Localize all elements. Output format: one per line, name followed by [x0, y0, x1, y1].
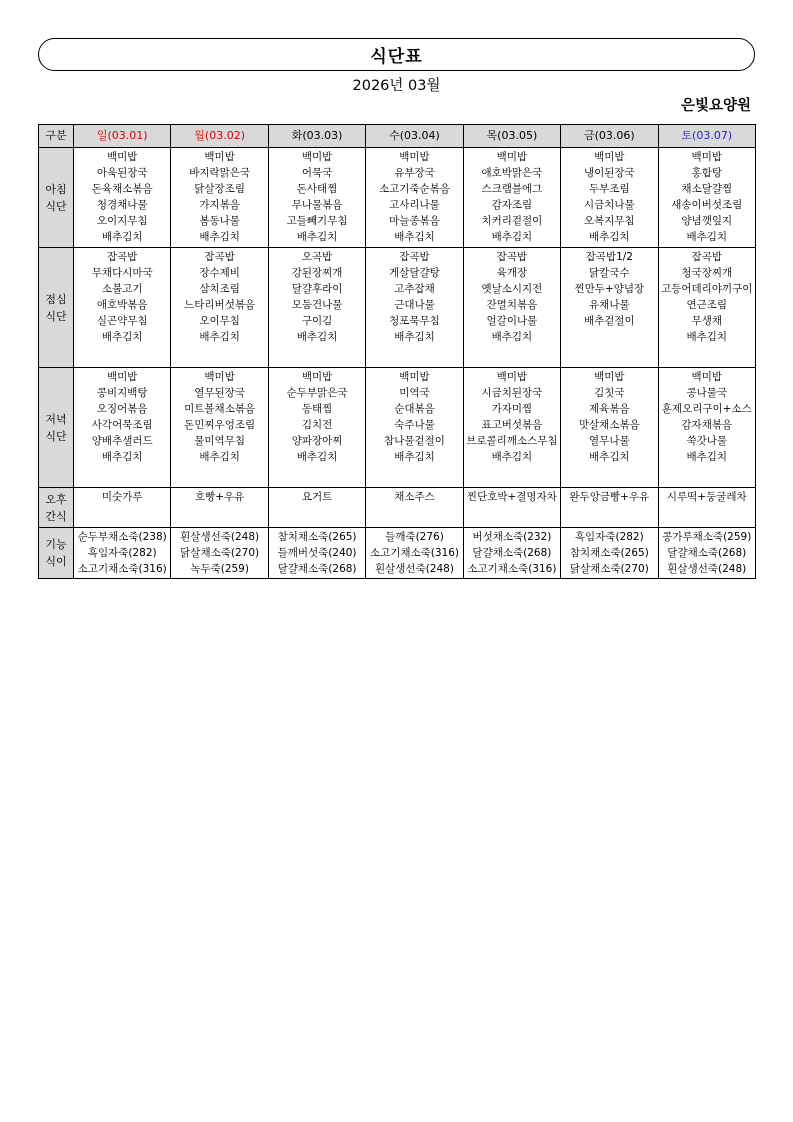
- menu-item: 백미밥: [106, 151, 138, 163]
- day-header: 월(03.02): [171, 125, 268, 148]
- menu-item: 돈육채소볶음: [91, 183, 153, 195]
- menu-item: 흰살생선죽(248): [180, 531, 260, 543]
- menu-cell: [463, 368, 560, 488]
- menu-item: 배추김치: [101, 331, 143, 343]
- menu-item: 육개장: [496, 267, 528, 279]
- menu-item: 마늘종볶음: [389, 215, 440, 227]
- menu-cell: [74, 248, 171, 368]
- menu-item: 새송이버섯조림: [671, 199, 743, 211]
- menu-item: 흑임자죽(282): [574, 531, 644, 543]
- menu-item: 표고버섯볶음: [481, 419, 543, 431]
- menu-item: 실곤약무침: [96, 315, 148, 327]
- meal-row-snack: [39, 488, 756, 528]
- menu-item: 무채다시마국: [91, 267, 153, 279]
- menu-item: 백미밥: [691, 371, 722, 383]
- meal-row-functional: [39, 528, 756, 579]
- menu-item: 고들빼기무침: [286, 215, 348, 227]
- menu-item: 홍합탕: [691, 167, 722, 179]
- menu-item: 삼치조림: [199, 283, 240, 295]
- menu-item: 물미역무침: [194, 435, 245, 447]
- menu-item: 시금치된장국: [481, 387, 543, 399]
- menu-item: 채소달걀찜: [681, 183, 733, 195]
- menu-item: 찐단호박+결명자차: [466, 491, 557, 503]
- menu-item: 고등어데리야끼구이: [661, 283, 753, 295]
- menu-item: 돈민찌우엉조림: [184, 419, 256, 431]
- menu-item: 콩비지백탕: [96, 387, 148, 399]
- menu-cell: [74, 368, 171, 488]
- menu-item: 근대나물: [394, 299, 435, 311]
- menu-item: 냉이된장국: [583, 167, 635, 179]
- menu-item: 청포묵무침: [389, 315, 440, 327]
- menu-cell: [463, 248, 560, 368]
- menu-item: 아욱된장국: [96, 167, 148, 179]
- menu-cell: [658, 148, 755, 248]
- menu-item: 채소주스: [394, 491, 435, 503]
- menu-cell: [658, 368, 755, 488]
- menu-cell: [171, 488, 268, 528]
- row-label: 점심 식단: [39, 248, 74, 368]
- menu-item: 스크램블에그: [481, 183, 543, 195]
- menu-cell: [268, 148, 365, 248]
- menu-item: 가지볶음: [199, 199, 240, 211]
- day-header: 일(03.01): [74, 125, 171, 148]
- menu-cell: [74, 488, 171, 528]
- menu-item: 바지락맑은국: [189, 167, 251, 179]
- menu-item: 달걀채소죽(268): [277, 563, 357, 575]
- menu-item: 흑임자죽(282): [87, 547, 157, 559]
- row-label: 아침 식단: [39, 148, 74, 248]
- menu-item: 콩가루채소죽(259): [662, 531, 752, 543]
- menu-item: 백미밥: [594, 371, 625, 383]
- menu-item: 배추김치: [101, 451, 143, 463]
- menu-item: 오복지무침: [583, 215, 635, 227]
- meal-plan-table: [38, 124, 756, 579]
- menu-item: 돈사태찜: [296, 183, 338, 195]
- menu-cell: [561, 488, 658, 528]
- menu-item: 오이지무침: [96, 215, 148, 227]
- menu-cell: [268, 488, 365, 528]
- menu-item: 배추김치: [199, 331, 240, 343]
- menu-item: 백미밥: [496, 151, 528, 163]
- menu-item: 콩나물국: [686, 387, 728, 399]
- day-header: 화(03.03): [268, 125, 365, 148]
- menu-item: 모둠건나물: [291, 299, 343, 311]
- menu-cell: [171, 368, 268, 488]
- menu-item: 훈제오리구이+소스: [661, 403, 752, 415]
- menu-item: 참나물겉절이: [384, 435, 445, 447]
- menu-item: 치커리겉절이: [481, 215, 543, 227]
- menu-item: 어묵국: [301, 167, 333, 179]
- menu-item: 백미밥: [301, 151, 333, 163]
- menu-cell: [74, 148, 171, 248]
- menu-cell: [366, 368, 463, 488]
- menu-item: 미숫가루: [101, 491, 143, 503]
- menu-item: 배추김치: [686, 231, 728, 243]
- menu-item: 달걀채소죽(268): [472, 547, 552, 559]
- menu-item: 배추김치: [394, 451, 435, 463]
- menu-item: 맛살채소볶음: [578, 419, 640, 431]
- row-label: 저녁 식단: [39, 368, 74, 488]
- menu-cell: [463, 488, 560, 528]
- menu-item: 브로콜리깨소스무침: [466, 435, 558, 447]
- menu-item: 참치채소죽(265): [569, 547, 649, 559]
- menu-item: 애호박볶음: [96, 299, 148, 311]
- menu-item: 백미밥: [301, 371, 333, 383]
- menu-item: 느타리버섯볶음: [184, 299, 256, 311]
- menu-item: 두부조림: [589, 183, 630, 195]
- menu-cell: [268, 368, 365, 488]
- menu-item: 미역국: [399, 387, 430, 399]
- menu-item: 잡곡밥: [399, 251, 430, 263]
- menu-item: 쑥갓나물: [686, 435, 728, 447]
- menu-cell: [463, 148, 560, 248]
- menu-item: 시루떡+둥굴레차: [666, 491, 747, 503]
- menu-item: 양배추샐러드: [91, 435, 153, 447]
- menu-cell: [561, 148, 658, 248]
- menu-item: 오곡밥: [301, 251, 333, 263]
- menu-item: 백미밥: [106, 371, 138, 383]
- menu-item: 오징어볶음: [96, 403, 148, 415]
- menu-item: 열무된장국: [194, 387, 245, 399]
- menu-item: 배추김치: [686, 331, 728, 343]
- menu-item: 잔멸치볶음: [486, 299, 538, 311]
- corner-header: 구분: [39, 125, 74, 148]
- menu-item: 배추김치: [686, 451, 728, 463]
- menu-item: 얼갈이나물: [486, 315, 538, 327]
- menu-item: 흰살생선죽(248): [375, 563, 454, 575]
- menu-cell: [268, 248, 365, 368]
- menu-item: 가자미찜: [491, 403, 533, 415]
- menu-item: 닭살장조림: [194, 183, 245, 195]
- menu-title-box: [38, 38, 755, 71]
- menu-item: 찐만두+양념장: [574, 283, 645, 295]
- menu-item: 참치채소죽(265): [277, 531, 357, 543]
- menu-cell: [366, 528, 463, 579]
- menu-cell: [171, 248, 268, 368]
- facility-name: 은빛요양원: [680, 98, 751, 114]
- menu-cell: [561, 248, 658, 368]
- menu-item: 달걀후라이: [291, 283, 343, 295]
- menu-item: 배추김치: [296, 331, 338, 343]
- menu-cell: [658, 488, 755, 528]
- row-label: 오후 간식: [39, 488, 74, 528]
- menu-cell: [171, 528, 268, 579]
- menu-item: 잡곡밥1/2: [585, 251, 633, 263]
- menu-item: 배추김치: [101, 231, 143, 243]
- menu-item: 백미밥: [691, 151, 722, 163]
- menu-item: 감자조림: [491, 199, 533, 211]
- menu-item: 무나물볶음: [291, 199, 343, 211]
- menu-item: 닭칼국수: [589, 267, 630, 279]
- menu-item: 장수제비: [199, 267, 240, 279]
- menu-item: 봄동나물: [199, 215, 240, 227]
- menu-item: 옛날소시지전: [481, 283, 543, 295]
- day-header: 토(03.07): [658, 125, 755, 148]
- menu-item: 백미밥: [594, 151, 625, 163]
- menu-item: 무생채: [691, 315, 722, 327]
- menu-cell: [366, 488, 463, 528]
- menu-item: 순두부맑은국: [286, 387, 348, 399]
- menu-item: 청경채나물: [96, 199, 148, 211]
- menu-item: 청국장찌개: [681, 267, 733, 279]
- menu-item: 미트볼채소볶음: [184, 403, 256, 415]
- menu-item: 백미밥: [399, 371, 430, 383]
- menu-item: 시금치나물: [583, 199, 635, 211]
- menu-item: 배추김치: [199, 231, 240, 243]
- menu-item: 백미밥: [496, 371, 528, 383]
- menu-item: 제육볶음: [589, 403, 630, 415]
- menu-item: 달걀채소죽(268): [667, 547, 747, 559]
- menu-item: 게살달걀탕: [389, 267, 440, 279]
- menu-item: 백미밥: [399, 151, 430, 163]
- menu-cell: [463, 528, 560, 579]
- menu-item: 강된장찌개: [291, 267, 343, 279]
- menu-item: 잡곡밥: [496, 251, 528, 263]
- menu-cell: [561, 368, 658, 488]
- menu-item: 배추김치: [296, 231, 338, 243]
- menu-item: 녹두죽(259): [190, 563, 249, 575]
- menu-cell: [658, 248, 755, 368]
- menu-item: 순대볶음: [394, 403, 435, 415]
- menu-cell: [171, 148, 268, 248]
- menu-item: 배추김치: [296, 451, 338, 463]
- menu-item: 양파장아찌: [291, 435, 343, 447]
- menu-item: 들깨버섯죽(240): [277, 547, 357, 559]
- menu-item: 배추김치: [199, 451, 240, 463]
- row-label: 기능 식이: [39, 528, 74, 579]
- menu-item: 소고기죽순볶음: [378, 183, 450, 195]
- menu-cell: [561, 528, 658, 579]
- menu-item: 숙주나물: [394, 419, 435, 431]
- period-label: 2026년 03월: [352, 78, 441, 94]
- menu-item: 배추김치: [491, 451, 533, 463]
- menu-item: 배추겉절이: [583, 315, 635, 327]
- menu-item: 열무나물: [589, 435, 630, 447]
- day-header: 금(03.06): [561, 125, 658, 148]
- menu-item: 백미밥: [204, 151, 235, 163]
- menu-item: 잡곡밥: [204, 251, 235, 263]
- menu-cell: [366, 248, 463, 368]
- menu-item: 요거트: [301, 491, 333, 503]
- menu-item: 배추김치: [491, 231, 533, 243]
- menu-cell: [268, 528, 365, 579]
- menu-cell: [658, 528, 755, 579]
- menu-item: 유채나물: [589, 299, 630, 311]
- menu-item: 완두앙금빵+우유: [569, 491, 650, 503]
- menu-item: 배추김치: [491, 331, 533, 343]
- menu-item: 유부장국: [394, 167, 435, 179]
- menu-item: 버섯채소죽(232): [472, 531, 552, 543]
- menu-item: 백미밥: [204, 371, 235, 383]
- menu-item: 배추김치: [589, 231, 630, 243]
- table-header-row: [39, 125, 756, 148]
- menu-item: 연근조림: [686, 299, 728, 311]
- menu-item: 닭살채소죽(270): [569, 563, 649, 575]
- menu-item: 감자채볶음: [681, 419, 733, 431]
- menu-item: 흰살생선죽(248): [667, 563, 747, 575]
- menu-item: 배추김치: [394, 331, 435, 343]
- menu-item: 양념깻잎지: [681, 215, 733, 227]
- menu-item: 구이김: [301, 315, 333, 327]
- menu-item: 소고기채소죽(316): [467, 563, 557, 575]
- menu-item: 사각어묵조림: [91, 419, 153, 431]
- menu-item: 애호박맑은국: [481, 167, 543, 179]
- menu-item: 순두부채소죽(238): [77, 531, 167, 543]
- menu-item: 고추잡채: [394, 283, 435, 295]
- menu-item: 김칫국: [594, 387, 625, 399]
- day-header: 수(03.04): [366, 125, 463, 148]
- meal-row-breakfast: [39, 148, 756, 248]
- menu-item: 잡곡밥: [106, 251, 138, 263]
- menu-item: 소고기채소죽(316): [77, 563, 167, 575]
- menu-item: 동태찜: [301, 403, 333, 415]
- menu-item: 소불고기: [101, 283, 143, 295]
- meal-row-lunch: [39, 248, 756, 368]
- menu-item: 김치전: [301, 419, 333, 431]
- menu-cell: [366, 148, 463, 248]
- page-title: 식단표: [370, 47, 423, 67]
- day-header: 목(03.05): [463, 125, 560, 148]
- menu-item: 배추김치: [589, 451, 630, 463]
- menu-item: 배추김치: [394, 231, 435, 243]
- menu-item: 호빵+우유: [194, 491, 245, 503]
- menu-cell: [74, 528, 171, 579]
- menu-item: 소고기채소죽(316): [369, 547, 460, 559]
- menu-item: 들깨죽(276): [385, 531, 444, 543]
- meal-row-dinner: [39, 368, 756, 488]
- menu-item: 고사리나물: [389, 199, 440, 211]
- menu-item: 닭살채소죽(270): [180, 547, 260, 559]
- menu-item: 오이무침: [199, 315, 240, 327]
- menu-item: 잡곡밥: [691, 251, 722, 263]
